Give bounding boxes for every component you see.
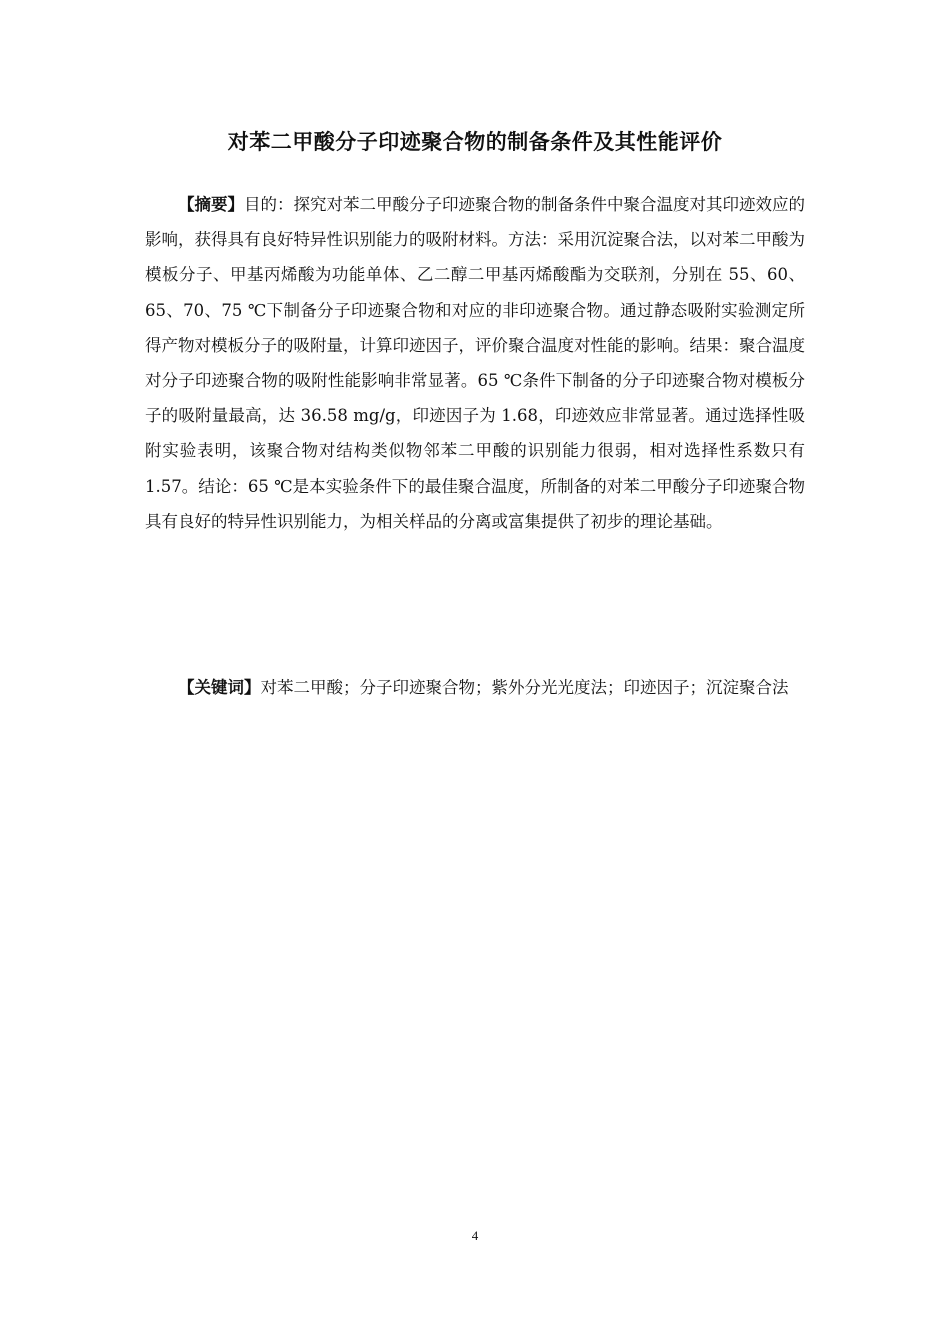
keywords-text: 对苯二甲酸；分子印迹聚合物；紫外分光光度法；印迹因子；沉淀聚合法 [260, 678, 789, 697]
keywords-label: 【关键词】 [178, 678, 261, 697]
abstract-paragraph [145, 187, 805, 539]
document-title: 对苯二甲酸分子印迹聚合物的制备条件及其性能评价 [227, 130, 723, 154]
page-number: 4 [471, 1228, 479, 1243]
abstract-text: 目的：探究对苯二甲酸分子印迹聚合物的制备条件中聚合温度对其印迹效应的影响，获得具有良好特异性识别能力的吸附材料。方法：采用沉淀聚合法，以对苯二甲酸为模板分子、甲基丙烯酸为功能单体、乙二醇二甲基丙烯酸酯为交联剂，分别在 55、60、65、70、75 ℃下制备分子印迹聚合物和对应的非印迹聚合物。通过静态吸附实验测定所得产物对模板分子的吸附量，计算印迹因子，评价聚合温度对性能的影响。结果：聚合温度对分子印迹聚合物的吸附性能影响非常显著。65 ℃条件下制备的分子印迹聚合物对模板分子的吸附量最高，达 36.58 mg/g，印迹因子为 1.68，印迹效应非常显著。通过选择性吸附实验表明，该聚合物对结构类似物邻苯二甲酸的识别能力很弱，相对选择性系数只有 1.57。结论：65 ℃是本实验条件下的最佳聚合温度，所制备的对苯二甲酸分子印迹聚合物具有良好的特异性识别能力，为相关样品的分离或富集提供了初步的理论基础。 [145, 195, 805, 531]
keywords-paragraph [145, 670, 805, 705]
abstract-label: 【摘要】 [178, 195, 244, 214]
